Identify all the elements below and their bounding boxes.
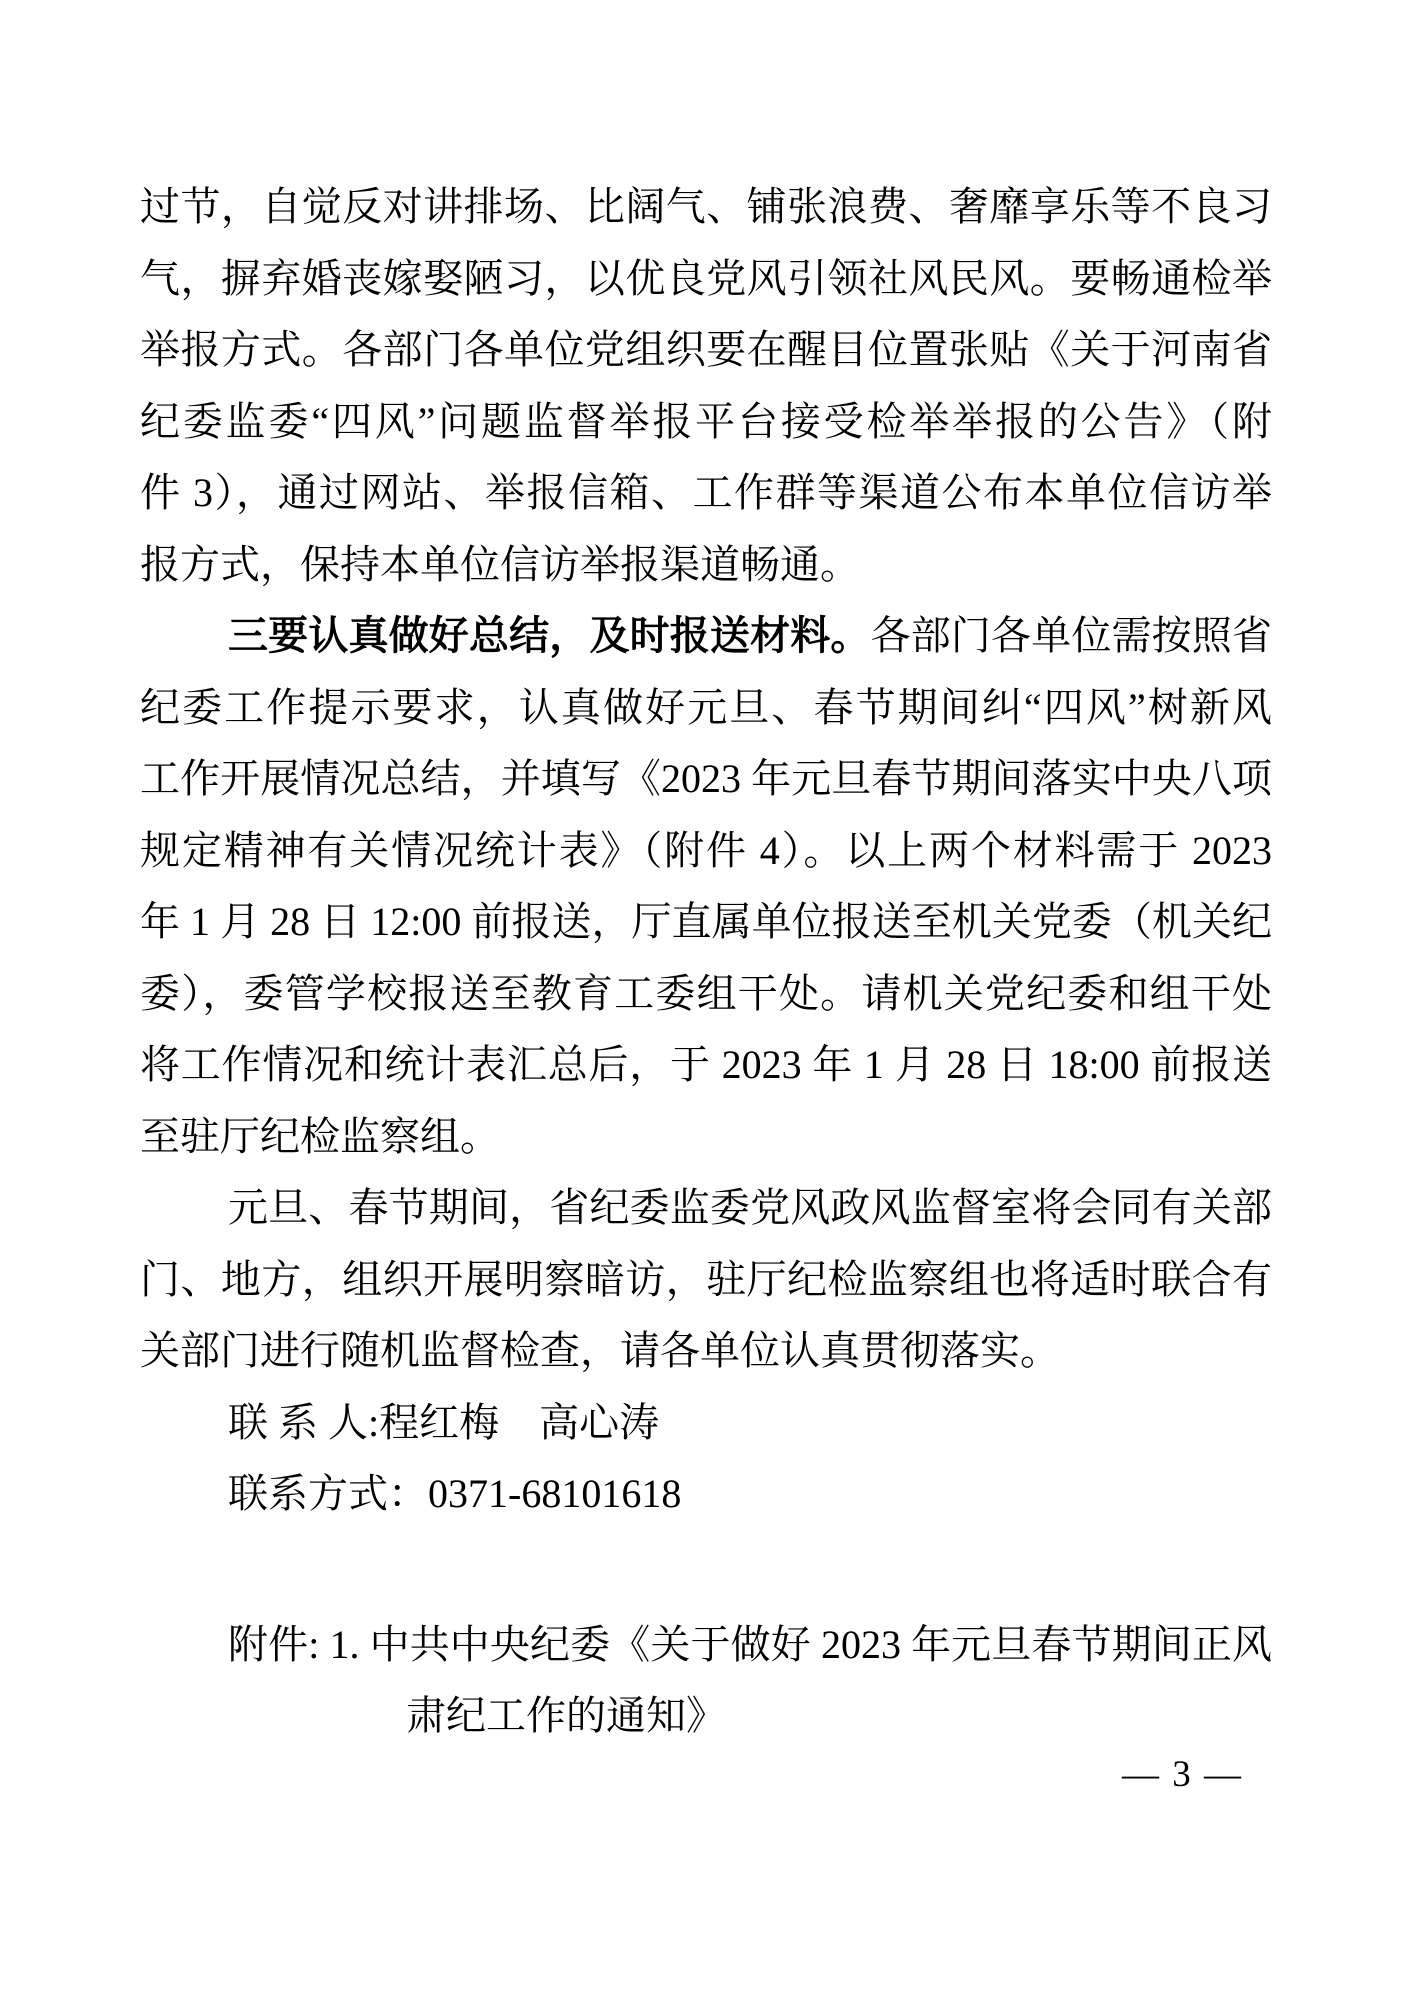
text-segment: 过节，自觉反对讲排场、比阔气、铺张浪费、奢靡享乐等不良习: [140, 184, 1272, 229]
text-line: [140, 743, 1272, 815]
text-line: [140, 1172, 1272, 1244]
page-number: — 3 —: [1122, 1754, 1243, 1795]
text-segment: 各部门各单位需按照省: [870, 613, 1273, 658]
text-segment: 联系方式：0371-68101618: [228, 1471, 682, 1516]
document-body: [140, 171, 1272, 1752]
text-line: [140, 1609, 1272, 1681]
text-line: [140, 886, 1272, 958]
text-segment: 纪委监委“四风”问题监督举报平台接受检举举报的公告》（附: [140, 398, 1272, 444]
text-line: [140, 529, 1272, 601]
text-line: [140, 1680, 1272, 1752]
text-segment: 肃纪工作的通知》: [406, 1693, 726, 1738]
text-line: [140, 672, 1272, 744]
text-line: [140, 386, 1272, 458]
text-line: [140, 243, 1272, 315]
text-line: [140, 457, 1272, 529]
text-segment: 门、地方，组织开展明察暗访，驻厅纪检监察组也将适时联合有: [140, 1256, 1272, 1302]
text-segment: 规定精神有关情况统计表》（附件 4）。以上两个材料需于 2023: [140, 827, 1272, 873]
blank-line: [140, 1530, 1272, 1609]
text-segment: 至驻厅纪检监察组。: [140, 1113, 500, 1159]
text-segment: 附件: 1. 中共中央纪委《关于做好 2023 年元旦春节期间正风: [228, 1621, 1272, 1667]
text-line: [140, 815, 1272, 887]
text-segment: 关部门进行随机监督检查，请各单位认真贯彻落实。: [140, 1328, 1060, 1373]
text-line: [140, 958, 1272, 1030]
text-segment: 报方式，保持本单位信访举报渠道畅通。: [140, 541, 860, 587]
text-segment: 委），委管学校报送至教育工委组干处。请机关党纪委和组干处: [140, 970, 1272, 1016]
bold-text-segment: 三要认真做好总结，及时报送材料。: [228, 613, 871, 658]
text-segment: 件 3），通过网站、举报信箱、工作群等渠道公布本单位信访举: [140, 470, 1272, 515]
text-segment: 举报方式。各部门各单位党组织要在醒目位置张贴《关于河南省: [140, 327, 1272, 372]
text-line: [140, 171, 1272, 243]
text-segment: 纪委工作提示要求，认真做好元旦、春节期间纠“四风”树新风: [140, 684, 1272, 730]
text-segment: 气，摒弃婚丧嫁娶陋习，以优良党风引领社风民风。要畅通检举: [140, 255, 1272, 301]
text-segment: 联 系 人:程红梅 高心涛: [228, 1399, 660, 1445]
text-line: [140, 1101, 1272, 1173]
text-line: [140, 600, 1272, 672]
text-segment: 元旦、春节期间，省纪委监委党风政风监督室将会同有关部: [228, 1185, 1272, 1230]
text-line: [140, 1315, 1272, 1387]
text-segment: 年 1 月 28 日 12:00 前报送，厅直属单位报送至机关党委（机关纪: [140, 899, 1272, 944]
text-line: [140, 1387, 1272, 1459]
text-line: [140, 1029, 1272, 1101]
text-segment: 工作开展情况总结，并填写《2023 年元旦春节期间落实中央八项: [140, 756, 1272, 801]
text-line: [140, 1244, 1272, 1316]
text-line: [140, 1458, 1272, 1530]
text-segment: 将工作情况和统计表汇总后，于 2023 年 1 月 28 日 18:00 前报送: [140, 1042, 1272, 1087]
text-line: [140, 314, 1272, 386]
